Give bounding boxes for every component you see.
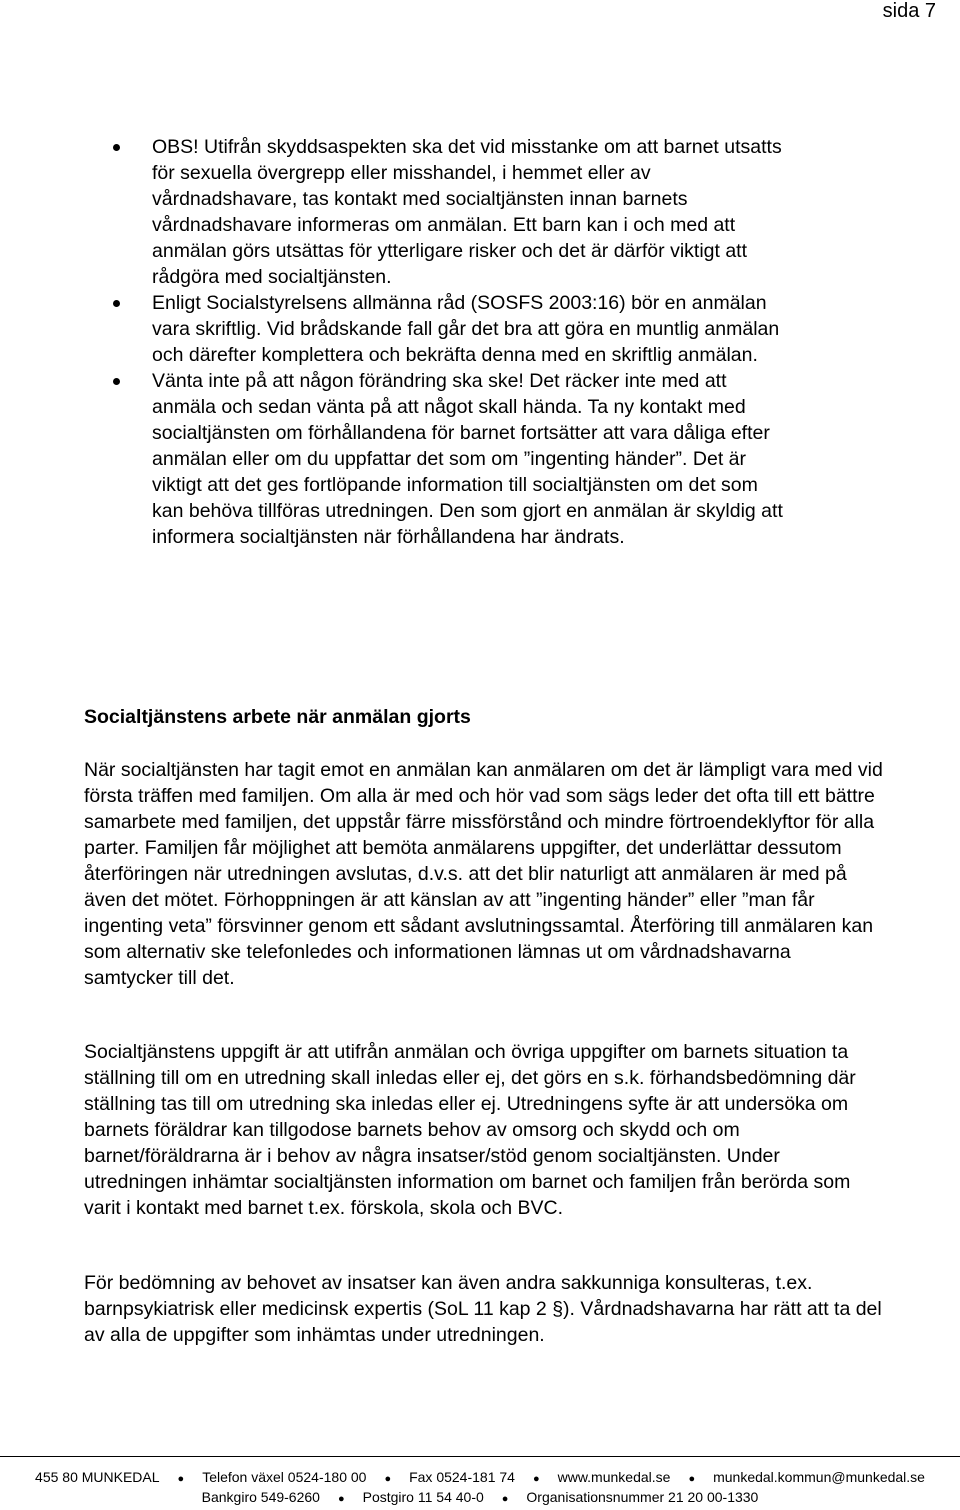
footer-line-2 bbox=[0, 1486, 960, 1510]
bullet-item: Vänta inte på att någon förändring ska ske! Det räcker inte med att anmäla och sedan vänta på att något skall hända. Ta ny kontakt med socialtjänsten om förhållandena för barnet fortsätter att vara dåliga efter anmälan eller om du uppfattar det som om ”ingenting händer”. Det är viktigt att det ges fortlöpande information till socialtjänsten om det som kan behöva tillföras utredningen. Den som gjort en anmälan är skyldig att informera socialtjänsten när förhållandena har ändrats. bbox=[100, 368, 790, 550]
footer-phone: Telefon växel 0524-180 00 bbox=[202, 1469, 367, 1485]
footer-bankgiro: Bankgiro 549-6260 bbox=[201, 1489, 320, 1505]
section-heading: Socialtjänstens arbete när anmälan gjorts bbox=[84, 706, 471, 728]
bullet-list bbox=[100, 134, 790, 550]
footer-fax: Fax 0524-181 74 bbox=[409, 1469, 515, 1485]
bullet-separator-icon: ● bbox=[337, 1493, 345, 1505]
footer-email-link[interactable]: munkedal.kommun@munkedal.se bbox=[713, 1469, 925, 1485]
bullet-separator-icon: ● bbox=[501, 1493, 509, 1505]
footer-org-number: Organisationsnummer 21 20 00-1330 bbox=[526, 1489, 759, 1505]
page-number: sida 7 bbox=[882, 0, 936, 22]
footer-postgiro: Postgiro 11 54 40-0 bbox=[362, 1489, 484, 1505]
bullet-separator-icon: ● bbox=[532, 1473, 540, 1485]
footer-address: 455 80 MUNKEDAL bbox=[35, 1469, 160, 1485]
paragraph: När socialtjänsten har tagit emot en anmälan kan anmälaren om det är lämpligt vara med vid första träffen med familjen. Om alla är med och hör vad som sägs leder det ofta till ett bättre samarbete med familjen, det uppstår färre missförstånd och mindre förtroendeklyftor för alla parter. Familjen får möjlighet att bemöta anmälarens uppgifter, det underlättar dessutom återföringen när utredningen avslutas, d.v.s. att det blir naturligt att anmälaren är med på även det mötet. Förhoppningen är att känslan av att ”ingenting händer” eller ”man får ingenting veta” försvinner genom ett sådant avslutningssamtal. Återföring till anmälaren kan som alternativ ske telefonledes och informationen lämnas ut om vårdnadshavarna samtycker till det. bbox=[84, 759, 883, 989]
bullet-separator-icon: ● bbox=[688, 1473, 696, 1485]
bullet-separator-icon: ● bbox=[177, 1473, 185, 1485]
paragraph: För bedömning av behovet av insatser kan även andra sakkunniga konsulteras, t.ex. barnpsykiatrisk eller medicinsk expertis (SoL 11 kap 2 §). Vårdnadshavarna har rätt att ta del av alla de uppgifter som inhämtas under utredningen. bbox=[84, 1272, 882, 1346]
bullet-separator-icon: ● bbox=[384, 1473, 392, 1485]
footer-divider bbox=[0, 1456, 960, 1457]
bullet-item: OBS! Utifrån skyddsaspekten ska det vid misstanke om att barnet utsatts för sexuella övergrepp eller misshandel, i hemmet eller av vårdnadshavare, tas kontakt med socialtjänsten innan barnets vårdnadshavare informeras om anmälan. Ett barn kan i och med att anmälan görs utsättas för ytterligare risker och det är därför viktigt att rådgöra med socialtjänsten. bbox=[100, 134, 790, 290]
footer-website-link[interactable]: www.munkedal.se bbox=[557, 1469, 671, 1485]
paragraph: Socialtjänstens uppgift är att utifrån anmälan och övriga uppgifter om barnets situation ta ställning till om en utredning skall inledas eller ej, det görs en s.k. förhandsbedömning där ställning tas till om utredning ska inledas eller ej. Utredningens syfte är att undersöka om barnets föräldrar kan tillgodose barnets behov av omsorg och skydd och om barnet/föräldrarna är i behov av några insatser/stöd genom socialtjänsten. Under utredningen inhämtar socialtjänsten information om barnet och familjen från berörda som varit i kontakt med barnet t.ex. förskola, skola och BVC. bbox=[84, 1041, 856, 1219]
bullet-item: Enligt Socialstyrelsens allmänna råd (SOSFS 2003:16) bör en anmälan vara skriftlig. Vid brådskande fall går det bra att göra en muntlig anmälan och därefter komplettera och bekräfta denna med en skriftlig anmälan. bbox=[100, 290, 790, 368]
